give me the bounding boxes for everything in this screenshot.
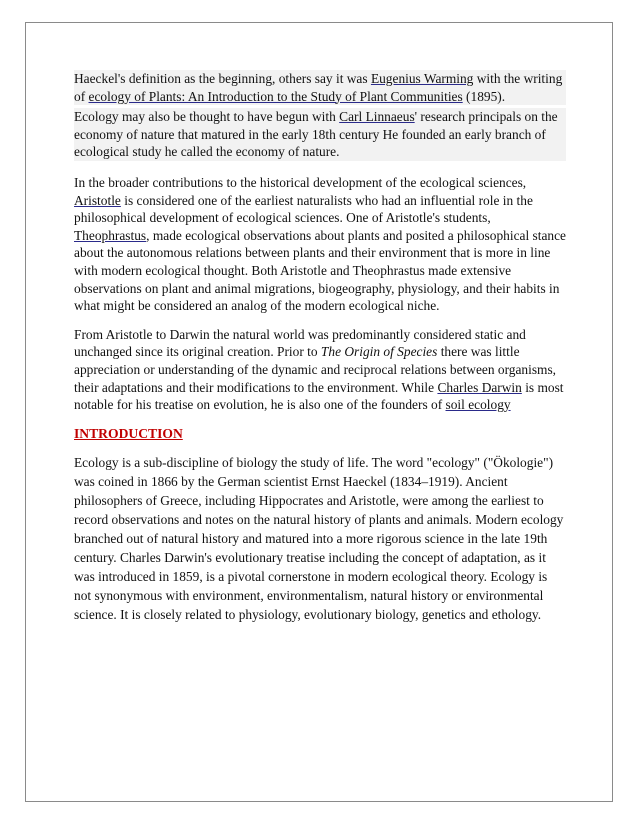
paragraph-haeckel bbox=[74, 70, 566, 105]
origin-of-species-title: The Origin of Species bbox=[320, 344, 438, 360]
link-ecology-of-plants[interactable]: ecology of Plants: An Introduction to the Study of Plant Communities bbox=[88, 88, 463, 104]
text-run: From Aristotle to Darwin the natural world was predominantly considered static and unchanged since its original creation. Prior to bbox=[74, 326, 526, 360]
document-body bbox=[74, 70, 566, 624]
link-eugenius-warming[interactable]: Eugenius Warming bbox=[370, 71, 474, 86]
text-run: Haeckel's definition as the beginning, others say it was bbox=[74, 71, 371, 86]
section-heading-introduction: INTRODUCTION bbox=[74, 425, 183, 441]
text-run: Ecology may also be thought to have begun with bbox=[74, 109, 340, 125]
paragraph-introduction: Ecology is a sub-discipline of biology the study of life. The word "ecology" ("Ökologie") was coined in 1866 by the German scientist Ernst Haeckel (1834–1919). Ancient philosophers of Greece, including Hippocrates and Aristotle, were among the earliest to record observations and notes on the natural history of plants and animals. Modern ecology branched out of natural history and matured into a more rigorous science in the late 19th century. Charles Darwin's evolutionary treatise including the concept of adaptation, as it was introduced in 1859, is a pivotal cornerstone in modern ecological theory. Ecology is not synonymous with environment, environmentalism, natural history or environmental science. It is closely related to physiology, evolutionary biology, genetics and ethology. bbox=[74, 455, 564, 622]
text-run: In the broader contributions to the historical development of the ecological sciences, bbox=[74, 174, 527, 190]
link-theophrastus[interactable]: Theophrastus bbox=[74, 227, 147, 243]
paragraph-linnaeus bbox=[74, 108, 566, 161]
text-run: (1895). bbox=[462, 88, 506, 104]
link-aristotle[interactable]: Aristotle bbox=[74, 192, 121, 208]
text-run: is most notable for his treatise on evolution, he is also one of the founders of bbox=[74, 379, 564, 413]
link-soil-ecology[interactable]: soil ecology bbox=[445, 397, 511, 413]
text-run: is considered one of the earliest naturalists who had an influential role in the philosophical development of ecological sciences. One of Aristotle's students, bbox=[74, 192, 533, 226]
paragraph-darwin bbox=[74, 326, 566, 414]
text-run: , made ecological observations about plants and posited a philosophical stance about the autonomous relations between plants and their environment that is more in line with modern ecological thought. Both Aristotle and Theophrastus made extensive observations on plant and animal migrations, biogeography, physiology, and their habits in what might be considered an analog of the modern ecological niche. bbox=[74, 227, 566, 314]
text-run: with the writing of bbox=[74, 71, 563, 104]
link-carl-linnaeus[interactable]: Carl Linnaeus bbox=[339, 109, 415, 125]
text-run: there was little appreciation or understanding of the dynamic and reciprocal relations between organisms, their adaptations and their modifications to the environment. While bbox=[74, 344, 557, 395]
paragraph-aristotle bbox=[74, 174, 566, 315]
text-run: ' research principals on the economy of nature that matured in the early 18th century He founded an early branch of ecological study he called the economy of nature. bbox=[74, 109, 558, 160]
link-charles-darwin[interactable]: Charles Darwin bbox=[437, 379, 522, 395]
